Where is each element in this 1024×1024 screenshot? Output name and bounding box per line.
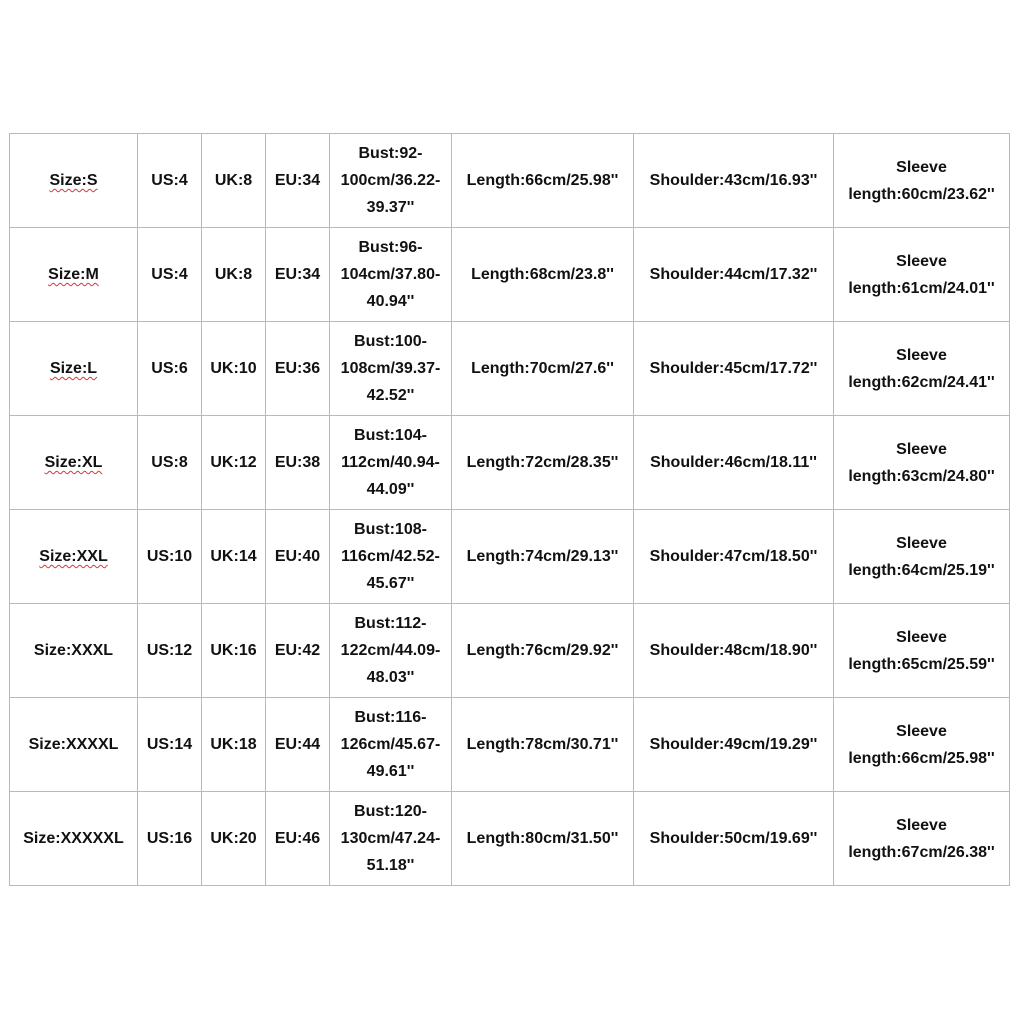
size-cell: Size:XXL [10,510,138,604]
table-row [10,510,1010,604]
size-cell: Size:XXXXXL [10,792,138,886]
size-cell: Size:L [10,322,138,416]
table-row [10,792,1010,886]
uk-size-cell: UK:10 [202,322,266,416]
bust-cell: Bust:120- 130cm/47.24- 51.18'' [330,792,452,886]
us-size-cell: US:16 [138,792,202,886]
bust-cell: Bust:116- 126cm/45.67- 49.61'' [330,698,452,792]
uk-size-cell: UK:16 [202,604,266,698]
us-size-cell: US:4 [138,134,202,228]
table-row [10,416,1010,510]
table-row [10,604,1010,698]
uk-size-cell: UK:20 [202,792,266,886]
sleeve-cell: Sleeve length:66cm/25.98'' [834,698,1010,792]
sleeve-cell: Sleeve length:63cm/24.80'' [834,416,1010,510]
us-size-cell: US:14 [138,698,202,792]
length-cell: Length:72cm/28.35'' [452,416,634,510]
eu-size-cell: EU:46 [266,792,330,886]
length-cell: Length:78cm/30.71'' [452,698,634,792]
bust-cell: Bust:96- 104cm/37.80- 40.94'' [330,228,452,322]
us-size-cell: US:4 [138,228,202,322]
table-row [10,322,1010,416]
sleeve-cell: Sleeve length:62cm/24.41'' [834,322,1010,416]
sleeve-cell: Sleeve length:67cm/26.38'' [834,792,1010,886]
sleeve-cell: Sleeve length:60cm/23.62'' [834,134,1010,228]
us-size-cell: US:12 [138,604,202,698]
eu-size-cell: EU:34 [266,134,330,228]
uk-size-cell: UK:12 [202,416,266,510]
bust-cell: Bust:92- 100cm/36.22- 39.37'' [330,134,452,228]
us-size-cell: US:10 [138,510,202,604]
eu-size-cell: EU:38 [266,416,330,510]
uk-size-cell: UK:14 [202,510,266,604]
bust-cell: Bust:108- 116cm/42.52- 45.67'' [330,510,452,604]
table-row [10,134,1010,228]
shoulder-cell: Shoulder:47cm/18.50'' [634,510,834,604]
table-row [10,698,1010,792]
sleeve-cell: Sleeve length:64cm/25.19'' [834,510,1010,604]
length-cell: Length:74cm/29.13'' [452,510,634,604]
us-size-cell: US:6 [138,322,202,416]
size-cell: Size:XXXXL [10,698,138,792]
shoulder-cell: Shoulder:45cm/17.72'' [634,322,834,416]
size-chart-table [9,133,1010,886]
eu-size-cell: EU:44 [266,698,330,792]
eu-size-cell: EU:42 [266,604,330,698]
eu-size-cell: EU:36 [266,322,330,416]
length-cell: Length:68cm/23.8'' [452,228,634,322]
size-cell: Size:XXXL [10,604,138,698]
length-cell: Length:80cm/31.50'' [452,792,634,886]
uk-size-cell: UK:8 [202,228,266,322]
us-size-cell: US:8 [138,416,202,510]
bust-cell: Bust:104- 112cm/40.94- 44.09'' [330,416,452,510]
length-cell: Length:76cm/29.92'' [452,604,634,698]
shoulder-cell: Shoulder:49cm/19.29'' [634,698,834,792]
shoulder-cell: Shoulder:44cm/17.32'' [634,228,834,322]
shoulder-cell: Shoulder:46cm/18.11'' [634,416,834,510]
sleeve-cell: Sleeve length:61cm/24.01'' [834,228,1010,322]
uk-size-cell: UK:8 [202,134,266,228]
length-cell: Length:70cm/27.6'' [452,322,634,416]
size-cell: Size:M [10,228,138,322]
shoulder-cell: Shoulder:43cm/16.93'' [634,134,834,228]
size-cell: Size:S [10,134,138,228]
eu-size-cell: EU:40 [266,510,330,604]
uk-size-cell: UK:18 [202,698,266,792]
size-cell: Size:XL [10,416,138,510]
table-row [10,228,1010,322]
eu-size-cell: EU:34 [266,228,330,322]
bust-cell: Bust:100- 108cm/39.37- 42.52'' [330,322,452,416]
sleeve-cell: Sleeve length:65cm/25.59'' [834,604,1010,698]
shoulder-cell: Shoulder:50cm/19.69'' [634,792,834,886]
bust-cell: Bust:112- 122cm/44.09- 48.03'' [330,604,452,698]
length-cell: Length:66cm/25.98'' [452,134,634,228]
shoulder-cell: Shoulder:48cm/18.90'' [634,604,834,698]
